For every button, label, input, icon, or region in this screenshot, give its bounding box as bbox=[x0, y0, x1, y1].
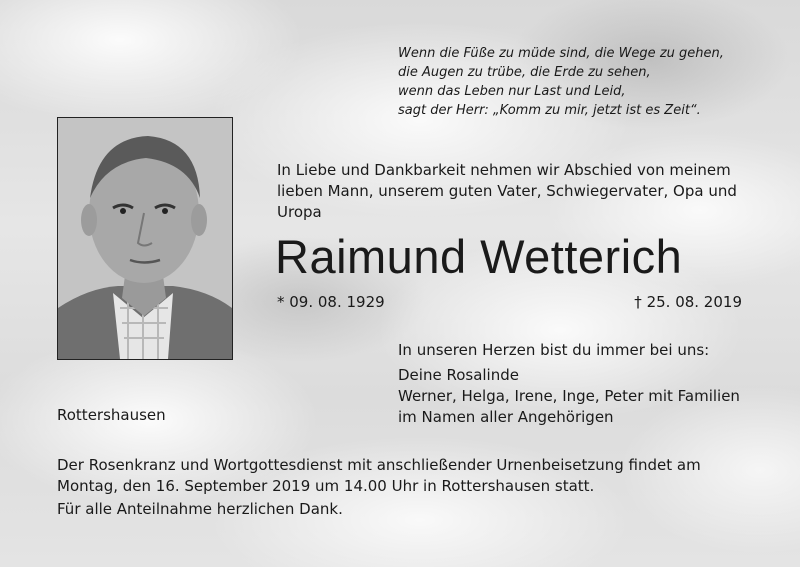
place-name: Rottershausen bbox=[57, 406, 166, 424]
service-line: Montag, den 16. September 2019 um 14.00 Uhr in Rottershausen statt. bbox=[57, 477, 595, 495]
intro-line: Uropa bbox=[277, 203, 322, 221]
intro-line: lieben Mann, unserem guten Vater, Schwiegervater, Opa und bbox=[277, 182, 737, 200]
mourner-line: im Namen aller Angehörigen bbox=[398, 408, 614, 426]
service-line: Der Rosenkranz und Wortgottesdienst mit anschließender Urnenbeisetzung findet am bbox=[57, 456, 701, 474]
birth-date: * 09. 08. 1929 bbox=[277, 293, 385, 311]
death-date: † 25. 08. 2019 bbox=[634, 293, 742, 311]
mourner-line: Deine Rosalinde bbox=[398, 366, 519, 384]
poem-line: wenn das Leben nur Last und Leid, bbox=[398, 84, 626, 99]
poem bbox=[398, 44, 778, 120]
poem-line: sagt der Herr: „Komm zu mir, jetzt ist es Zeit“. bbox=[398, 103, 701, 118]
thanks-line: Für alle Anteilnahme herzlichen Dank. bbox=[57, 500, 343, 518]
intro-text bbox=[277, 160, 757, 223]
portrait-image bbox=[58, 118, 232, 359]
heart-line: In unseren Herzen bist du immer bei uns: bbox=[398, 341, 710, 359]
mourner-line: Werner, Helga, Irene, Inge, Peter mit Familien bbox=[398, 387, 740, 405]
deceased-name: Raimund Wetterich bbox=[275, 230, 683, 283]
poem-line: die Augen zu trübe, die Erde zu sehen, bbox=[398, 65, 651, 80]
intro-line: In Liebe und Dankbarkeit nehmen wir Abschied von meinem bbox=[277, 161, 731, 179]
service-info bbox=[57, 455, 777, 497]
poem-line: Wenn die Füße zu müde sind, die Wege zu gehen, bbox=[398, 46, 724, 61]
portrait-photo bbox=[57, 117, 233, 360]
mourners bbox=[398, 365, 778, 428]
